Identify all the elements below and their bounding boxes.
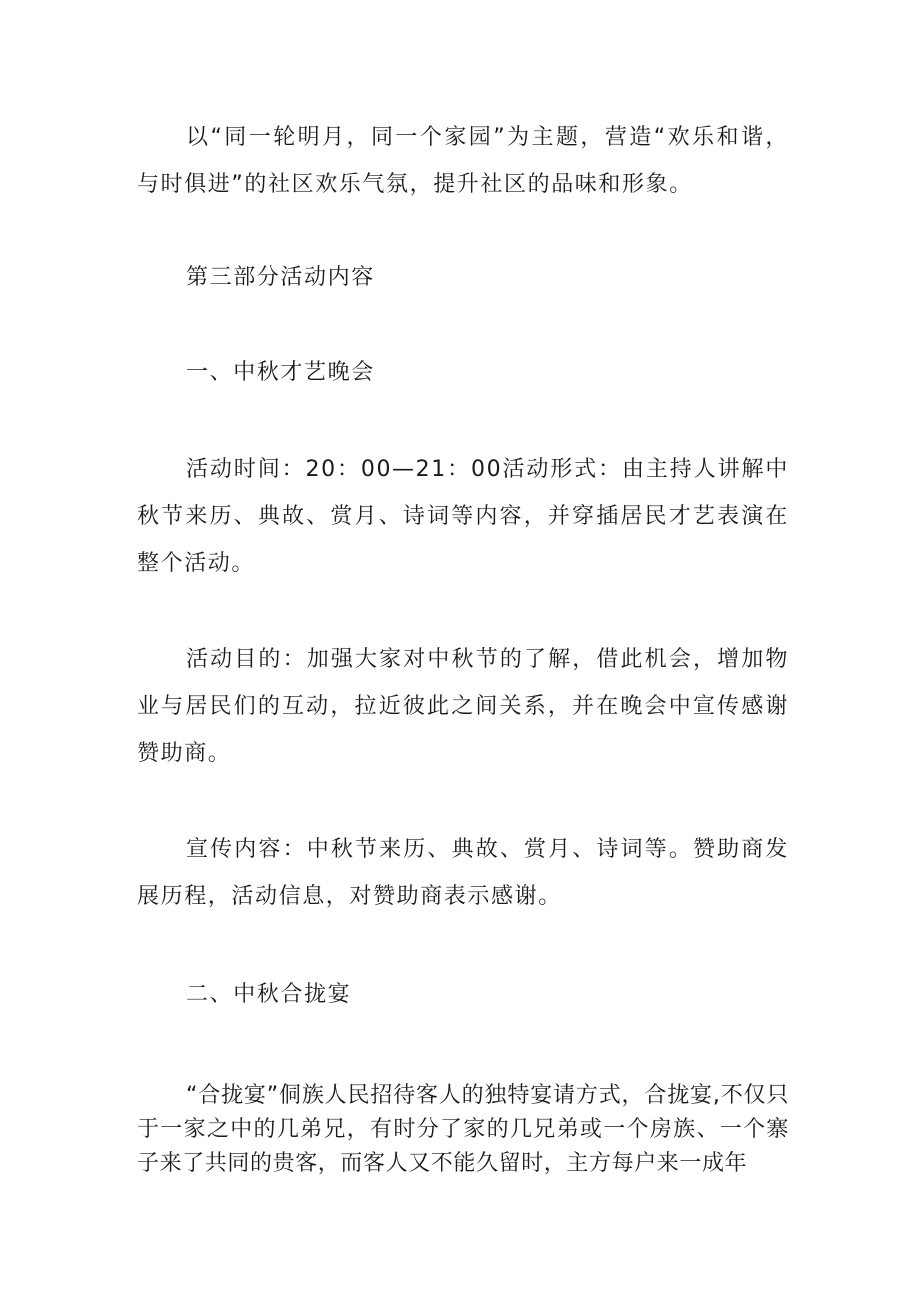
banquet-description-paragraph: “合拢宴”侗族人民招待客人的独特宴请方式，合拢宴,不仅只于一家之中的几弟兄，有时分了家的几兄弟或一个房族、一个寨子来了共同的贵客，而客人又不能久留时，主方每户来一成年 xyxy=(137,1083,789,1176)
intro-paragraph: 以“同一轮明月，同一个家园”为主题，营造“欢乐和谐，与时俱进”的社区欢乐气氛，提升社区的品味和形象。 xyxy=(137,125,789,197)
part-three-heading: 第三部分活动内容 xyxy=(186,265,375,290)
section-one-heading: 一、中秋才艺晚会 xyxy=(186,360,375,385)
section-two-heading: 二、中秋合拢宴 xyxy=(186,982,352,1007)
activity-purpose-paragraph: 活动目的：加强大家对中秋节的了解，借此机会，增加物业与居民们的互动，拉近彼此之间关系，并在晚会中宣传感谢赞助商。 xyxy=(137,647,789,766)
publicity-content-paragraph: 宣传内容：中秋节来历、典故、赏月、诗词等。赞助商发展历程，活动信息，对赞助商表示感谢。 xyxy=(137,837,789,909)
activity-time-paragraph: 活动时间：20：00—21：00活动形式：由主持人讲解中秋节来历、典故、赏月、诗词等内容，并穿插居民才艺表演在整个活动。 xyxy=(137,457,789,576)
